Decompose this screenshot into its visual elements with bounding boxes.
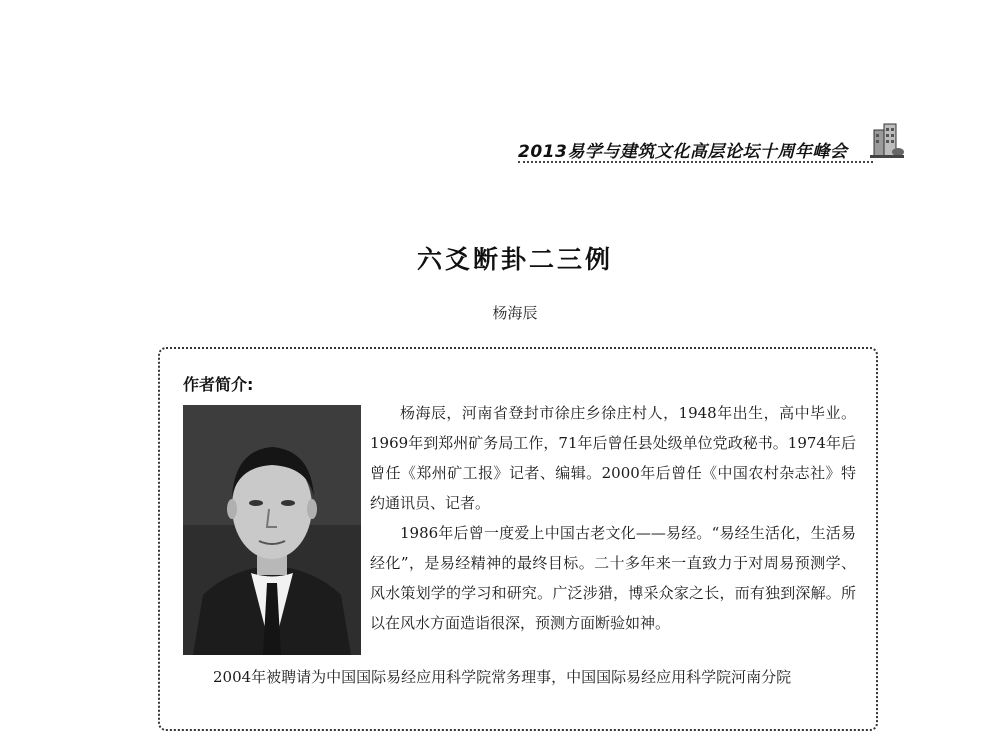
bio-text (370, 398, 856, 638)
bio-paragraph-3: 2004年被聘请为中国国际易经应用科学院常务理事，中国国际易经应用科学院河南分院 (213, 668, 792, 686)
article-author: 杨海辰 (492, 304, 538, 322)
author-portrait-image (183, 405, 361, 655)
running-header (518, 130, 898, 164)
bio-heading: 作者简介: (183, 375, 254, 394)
bio-paragraph-1: 杨海辰，河南省登封市徐庄乡徐庄村人，1948年出生，高中毕业。1969年到郑州矿务局工作，71年后曾任县处级单位党政秘书。1974年后曾任《郑州矿工报》记者、编辑。2000年后曾任《中国农村杂志社》特约通讯员、记者。 (370, 404, 856, 512)
author-photo (183, 405, 361, 655)
header-dotted-rule (518, 161, 873, 163)
bio-paragraph-2: 1986年后曾一度爱上中国古老文化——易经。“易经生活化，生活易经化”，是易经精神的最终目标。二十多年来一直致力于对周易预测学、风水策划学的学习和研究。广泛涉猎，博采众家之长，而有独到深解。所以在风水方面造诣很深，预测方面断验如神。 (370, 524, 856, 632)
article-title: 六爻断卦二三例 (416, 245, 613, 274)
running-header-title: 2013易学与建筑文化高层论坛十周年峰会 (518, 142, 848, 162)
building-logo-icon (870, 122, 904, 160)
